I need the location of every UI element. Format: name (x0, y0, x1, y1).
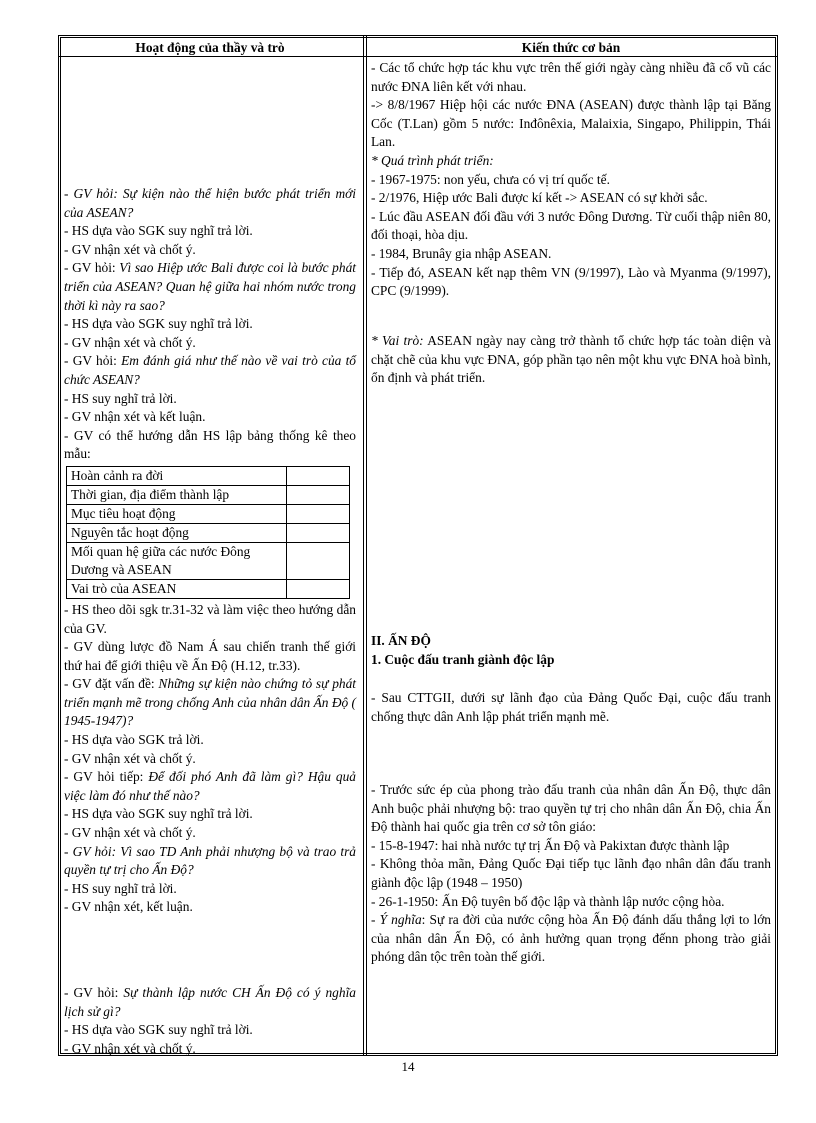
text-line: - GV nhận xét và chốt ý. (64, 1040, 196, 1056)
table-row: Mục tiêu hoạt động (67, 504, 350, 523)
left-block-2 (64, 984, 356, 1058)
text-line: - GV nhận xét và chốt ý. (64, 334, 196, 350)
section-heading: II. ẤN ĐỘ (371, 633, 431, 648)
text-line: - HS dựa vào SGK trả lời. (64, 732, 204, 748)
text-line: - Sau CTTGII, dưới sự lãnh đạo của Đảng Quốc Đại, cuộc đấu tranh chống thực dân Anh lập phát triển mạnh mẽ. (371, 690, 771, 724)
text-line: - 1967-1975: non yếu, chưa có vị trí quốc tế. (371, 171, 610, 187)
text-line: - GV nhận xét, kết luận. (64, 899, 193, 915)
question-2: - GV hỏi: Vì sao Hiệp ước Bali được coi là bước phát triển của ASEAN? Quan hệ giữa hai nhóm nước trong thời kì này ra sao? (64, 260, 356, 313)
significance-paragraph: - Ý nghĩa: Sự ra đời của nước cộng hòa Ấn Độ đánh dấu thắng lợi to lớn của nhân dân Ấn Độ, có ảnh hưởng quan trọng đếnn phong trào giải phóng dân tộc trên toàn thế giới. (371, 912, 771, 965)
text-line: - HS dựa vào SGK suy nghĩ trả lời. (64, 1022, 253, 1038)
text-line: - HS suy nghĩ trả lời. (64, 390, 177, 406)
page-number: 14 (401, 1059, 415, 1074)
summary-table (66, 466, 350, 599)
question-4: - GV đặt vấn đề: Những sự kiện nào chứng tỏ sự phát triển mạnh mẽ trong chống Anh của nhân dân Ấn Độ ( 1945-1947)? (64, 676, 356, 729)
text-line: - GV có thể hướng dẫn HS lập bảng thống kê theo mẫu: (64, 427, 356, 462)
text-line: - Tiếp đó, ASEAN kết nạp thêm VN (9/1997), Lào và Myanma (9/1997), CPC (9/1999). (371, 264, 771, 299)
text-line: - GV nhận xét và chốt ý. (64, 750, 196, 766)
right-block-2 (371, 689, 771, 726)
right-block-role (371, 332, 771, 388)
subsection-heading: 1. Cuộc đấu tranh giành độc lập (371, 651, 555, 667)
text-line: - GV nhận xét và kết luận. (64, 409, 206, 425)
table-row: Thời gian, địa điểm thành lập (67, 485, 350, 504)
column-divider (363, 35, 367, 1056)
right-block-india (371, 632, 771, 669)
text-line: - Trước sức ép của phong trào đấu tranh của nhân dân Ấn Độ, thực dân Anh buộc phải nhượng bộ: trao quyền tự trị cho nhân dân Ấn Độ, chia Ấn Độ thành hai quốc gia trên cơ sở tôn giáo: (371, 782, 771, 835)
table-row: Nguyên tắc hoạt động (67, 523, 350, 542)
text-line: - 1984, Brunây gia nhập ASEAN. (371, 245, 552, 261)
question-5: - GV hỏi tiếp: Để đối phó Anh đã làm gì? Hậu quả việc làm đó như thế nào? (64, 769, 357, 803)
text-line: - HS dựa vào SGK suy nghĩ trả lời. (64, 806, 253, 822)
text-line: - HS theo dõi sgk tr.31-32 và làm việc theo hướng dẫn của GV. (64, 601, 356, 636)
text-line: - HS dựa vào SGK suy nghĩ trả lời. (64, 316, 253, 332)
text-line: -> 8/8/1967 Hiệp hội các nước ĐNA (ASEAN) được thành lập tại Băng Cốc (T.Lan) gồm 5 nước: Inđônêxia, Malaixia, Singapo, Philippin, Thái Lan. (371, 97, 771, 150)
right-block-1 (371, 59, 771, 301)
table-row: Hoàn cảnh ra đời (67, 466, 350, 485)
question-7: - GV hỏi: Sự thành lập nước CH Ấn Độ có ý nghĩa lịch sử gì? (64, 985, 356, 1019)
left-column-header: Hoạt động của thầy và trò (135, 40, 285, 55)
subheading-process: * Quá trình phát triển: (371, 152, 494, 168)
left-column (64, 39, 357, 1056)
text-line: - GV nhận xét và chốt ý. (64, 825, 196, 841)
text-line: - GV dùng lược đồ Nam Á sau chiến tranh thế giới thứ hai để giới thiệu về Ấn Độ (H.12, tr.33). (64, 639, 356, 673)
right-block-3 (371, 781, 771, 967)
right-column (371, 39, 771, 965)
table-row: Vai trò của ASEAN (67, 579, 350, 598)
question-3: - GV hỏi: Em đánh giá như thế nào về vai trò của tổ chức ASEAN? (64, 353, 356, 387)
text-line: - Không thỏa mãn, Đảng Quốc Đại tiếp tục lãnh đạo nhân dân đấu tranh giành độc lập (1948 – 1950) (371, 856, 771, 890)
table-row: Mối quan hệ giữa các nước Đông Dương và ASEAN (67, 542, 350, 579)
text-line: - Lúc đầu ASEAN đối đầu với 3 nước Đông Dương. Từ cuối thập niên 80, đối thoại, hòa dịu. (371, 208, 771, 243)
left-block-1 (64, 185, 356, 917)
question-1: - GV hỏi: Sự kiện nào thể hiện bước phát triển mới của ASEAN? (64, 186, 356, 220)
question-6: - GV hỏi: Vì sao TD Anh phải nhượng bộ và trao trả quyền tự trị cho Ấn Độ? (64, 843, 356, 878)
text-line: - HS suy nghĩ trả lời. (64, 880, 177, 896)
role-paragraph: * Vai trò: ASEAN ngày nay càng trở thành tổ chức hợp tác toàn diện và chặt chẽ của khu vực ĐNA, góp phần tạo nên một khu vực ĐNA hoà bình, ổn định và phát triển. (371, 333, 771, 386)
text-line: - 15-8-1947: hai nhà nước tự trị Ấn Độ và Pakixtan được thành lập (371, 837, 730, 853)
text-line: - Các tổ chức hợp tác khu vực trên thế giới ngày càng nhiều đã cổ vũ các nước ĐNA liên kết với nhau. (371, 60, 771, 94)
text-line: - 2/1976, Hiệp ước Bali được kí kết -> ASEAN có sự khởi sắc. (371, 190, 708, 206)
text-line: - 26-1-1950: Ấn Độ tuyên bố độc lập và thành lập nước cộng hòa. (371, 893, 725, 909)
right-column-header: Kiến thức cơ bản (521, 40, 621, 55)
text-line: - HS dựa vào SGK suy nghĩ trả lời. (64, 223, 253, 239)
text-line: - GV nhận xét và chốt ý. (64, 241, 196, 257)
